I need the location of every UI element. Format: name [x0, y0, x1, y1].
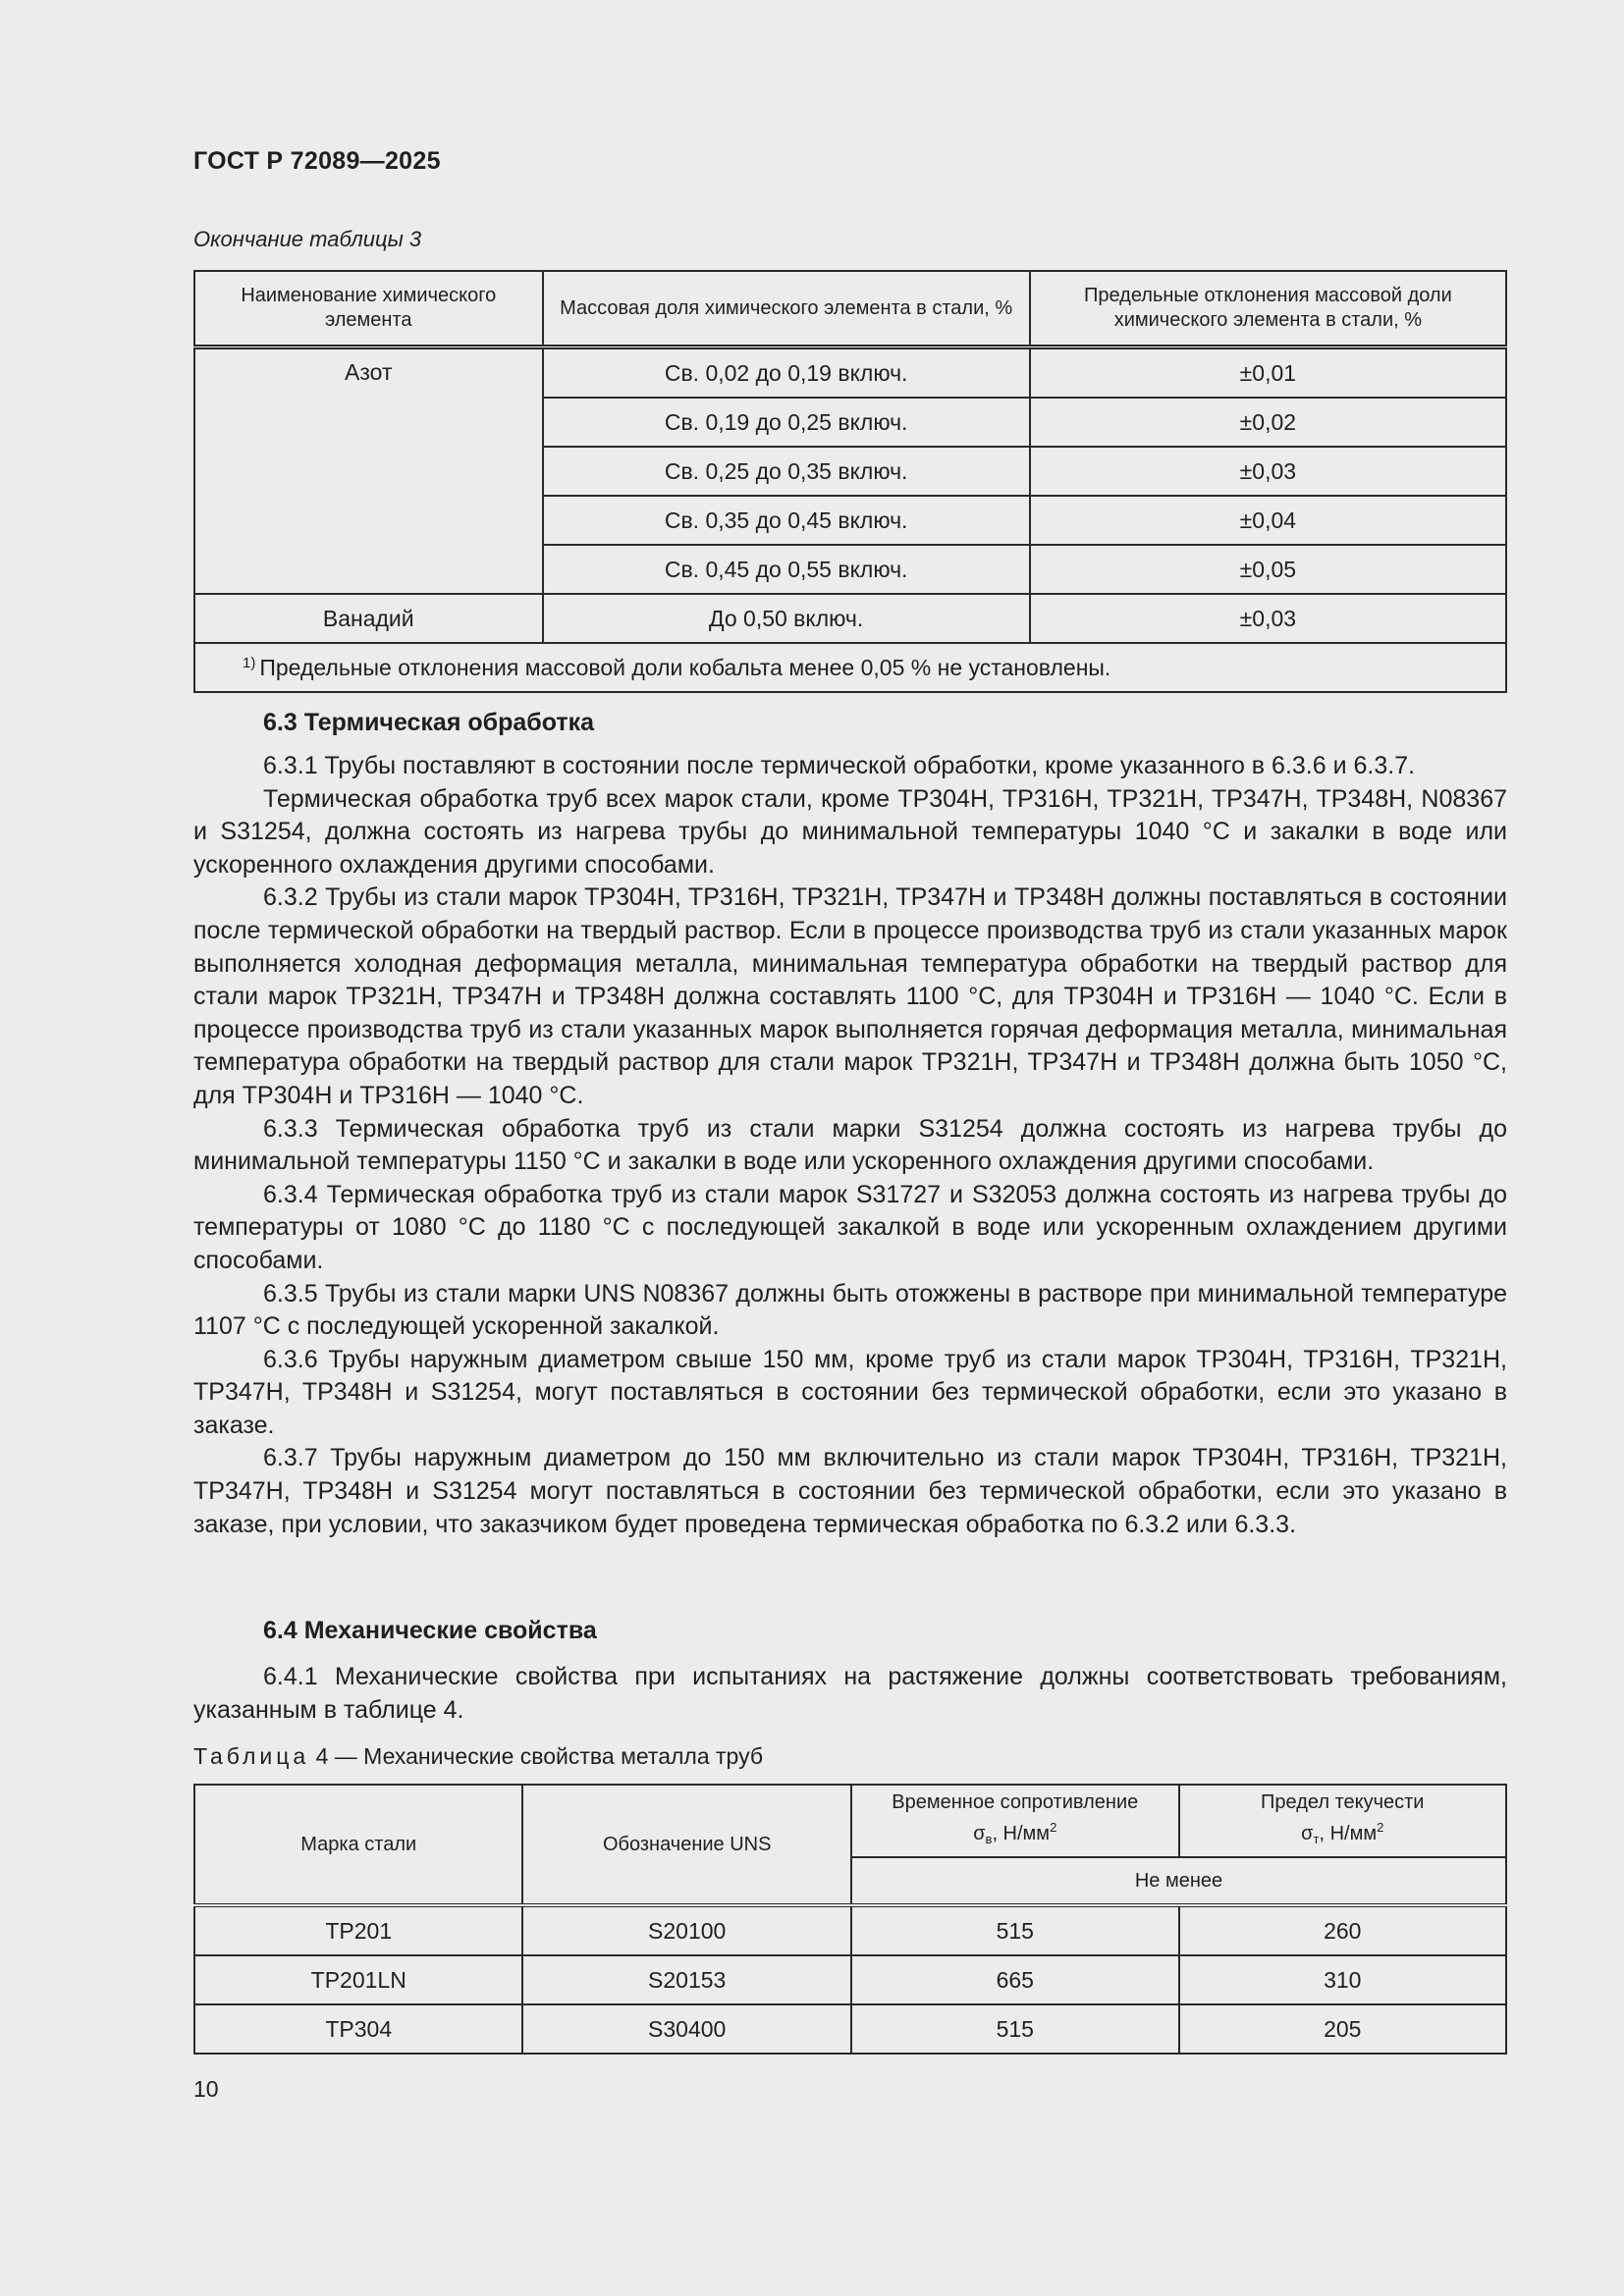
table-header-cell: Наименование химического элемента: [194, 271, 543, 347]
table-4: [193, 1784, 1507, 2055]
range-cell: Св. 0,02 до 0,19 включ.: [543, 347, 1030, 399]
paragraph: 6.4.1 Механические свойства при испытаниях на растяжение должны соответствовать требованиям, указанным в таблице 4.: [193, 1663, 1507, 1724]
element-name-cell: Ванадий: [194, 594, 543, 643]
table-row: [194, 2004, 1506, 2054]
yield-label: Предел текучести: [1261, 1791, 1425, 1813]
table-row: [194, 1905, 1506, 1955]
table-row: [194, 1955, 1506, 2004]
section-6-3-body: [193, 750, 1507, 1541]
table-footnote-row: [194, 643, 1506, 692]
footnote-mark: 1): [243, 654, 256, 671]
table-header-cell: Обозначение UNS: [522, 1785, 851, 1905]
yield-cell: 310: [1179, 1955, 1506, 2004]
yield-cell: 205: [1179, 2004, 1506, 2054]
uns-cell: S20100: [522, 1905, 851, 1955]
grade-cell: TP304: [194, 2004, 522, 2054]
tolerance-cell: ±0,01: [1030, 347, 1506, 399]
paragraph: 6.3.4 Термическая обработка труб из стали марок S31727 и S32053 должна состоять из нагрева трубы до температуры от 1080 °C до 1180 °C с последующей закалкой в воде или ускоренным охлаждением другими способами.: [193, 1180, 1507, 1274]
paragraph: 6.3.2 Трубы из стали марок TP304H, TP316H, TP321H, TP347H и TP348H должны поставляться в состоянии после термической обработки на твердый раствор. Если в процессе производства труб из стали указанных марок выполняется холодная деформация металла, минимальная температура обработки на твердый раствор для стали марок TP321H, TP347H и TP348H должна составлять 1100 °C, для TP304H и TP316H — 1040 °C. Если в процессе производства труб из стали указанных марок выполняется горячая деформация металла, минимальная температура обработки на твердый раствор для стали марок TP321H, TP347H и TP348H должна быть 1050 °C, для TP304H и TP316H — 1040 °C.: [193, 883, 1507, 1109]
table-row: [194, 594, 1506, 643]
tensile-cell: 515: [851, 2004, 1179, 2054]
table3-caption: Окончание таблицы 3: [193, 227, 422, 251]
uns-cell: S20153: [522, 1955, 851, 2004]
table-header-cell: Предельные отклонения массовой доли химического элемента в стали, %: [1030, 271, 1506, 347]
tolerance-cell: ±0,02: [1030, 398, 1506, 447]
tolerance-cell: ±0,04: [1030, 496, 1506, 545]
tolerance-cell: ±0,03: [1030, 594, 1506, 643]
range-cell: До 0,50 включ.: [543, 594, 1030, 643]
paragraph: Термическая обработка труб всех марок стали, кроме TP304H, TP316H, TP321H, TP347H, TP348H, N08367 и S31254, должна состоять из нагрева трубы до минимальной температуры 1040 °C и закалки в воде или ускоренного охлаждения другими способами.: [193, 784, 1507, 879]
table4-caption-label: Таблица: [193, 1743, 310, 1769]
range-cell: Св. 0,25 до 0,35 включ.: [543, 447, 1030, 496]
grade-cell: TP201: [194, 1905, 522, 1955]
table4-caption: [193, 1743, 763, 1770]
yield-symbol: σ: [1301, 1823, 1314, 1844]
tensile-symbol: σ: [973, 1823, 986, 1844]
unit-superscript: 2: [1050, 1820, 1057, 1835]
paragraph: 6.3.1 Трубы поставляют в состоянии после термической обработки, кроме указанного в 6.3.6 и 6.3.7.: [263, 752, 1416, 779]
document-header: ГОСТ Р 72089—2025: [193, 147, 441, 175]
table-row: [194, 347, 1506, 399]
table-header-row: [194, 271, 1506, 347]
table-header-row: [194, 1785, 1506, 1857]
section-title-6-3: 6.3 Термическая обработка: [263, 709, 595, 736]
section-6-4-body: [193, 1661, 1507, 1727]
tensile-cell: 665: [851, 1955, 1179, 2004]
tensile-subscript: в: [985, 1832, 993, 1846]
range-cell: Св. 0,45 до 0,55 включ.: [543, 545, 1030, 594]
table-header-cell: [851, 1785, 1179, 1857]
yield-unit: , Н/мм: [1319, 1823, 1378, 1844]
range-cell: Св. 0,19 до 0,25 включ.: [543, 398, 1030, 447]
yield-subscript: т: [1313, 1832, 1320, 1846]
paragraph: 6.3.6 Трубы наружным диаметром свыше 150 мм, кроме труб из стали марок TP304H, TP316H, TP321H, TP347H, TP348H и S31254, могут поставляться в состоянии без термической обработки, если это указано в заказе.: [193, 1345, 1507, 1439]
range-cell: Св. 0,35 до 0,45 включ.: [543, 496, 1030, 545]
table-header-cell: Марка стали: [194, 1785, 522, 1905]
unit-superscript: 2: [1377, 1820, 1384, 1835]
tensile-cell: 515: [851, 1905, 1179, 1955]
table-3: [193, 270, 1507, 693]
tensile-label: Временное сопротивление: [892, 1791, 1139, 1813]
table4-caption-title: 4 — Механические свойства металла труб: [309, 1743, 764, 1769]
uns-cell: S30400: [522, 2004, 851, 2054]
page-number: 10: [193, 2076, 219, 2102]
table-header-cell: Не менее: [851, 1857, 1506, 1905]
paragraph: 6.3.3 Термическая обработка труб из стали марки S31254 должна состоять из нагрева трубы до минимальной температуры 1150 °C и закалки в воде или ускоренного охлаждения другими способами.: [193, 1114, 1507, 1176]
yield-cell: 260: [1179, 1905, 1506, 1955]
grade-cell: TP201LN: [194, 1955, 522, 2004]
tolerance-cell: ±0,05: [1030, 545, 1506, 594]
tolerance-cell: ±0,03: [1030, 447, 1506, 496]
section-title-6-4: 6.4 Механические свойства: [263, 1617, 597, 1644]
tensile-unit: , Н/мм: [992, 1823, 1051, 1844]
paragraph: 6.3.7 Трубы наружным диаметром до 150 мм включительно из стали марок TP304H, TP316H, TP321H, TP347H, TP348H и S31254 могут поставляться в состоянии без термической обработки, если это указано в заказе, при условии, что заказчиком будет проведена термическая обработка по 6.3.2 или 6.3.3.: [193, 1444, 1507, 1538]
table-header-cell: [1179, 1785, 1506, 1857]
table-header-cell: Массовая доля химического элемента в стали, %: [543, 271, 1030, 347]
footnote-text: Предельные отклонения массовой доли кобальта менее 0,05 % не установлены.: [259, 654, 1111, 680]
paragraph: 6.3.5 Трубы из стали марки UNS N08367 должны быть отожжены в растворе при минимальной температуре 1107 °C с последующей ускоренной закалкой.: [193, 1279, 1507, 1341]
element-name-cell: Азот: [194, 347, 543, 595]
table-footnote: [194, 643, 1506, 692]
